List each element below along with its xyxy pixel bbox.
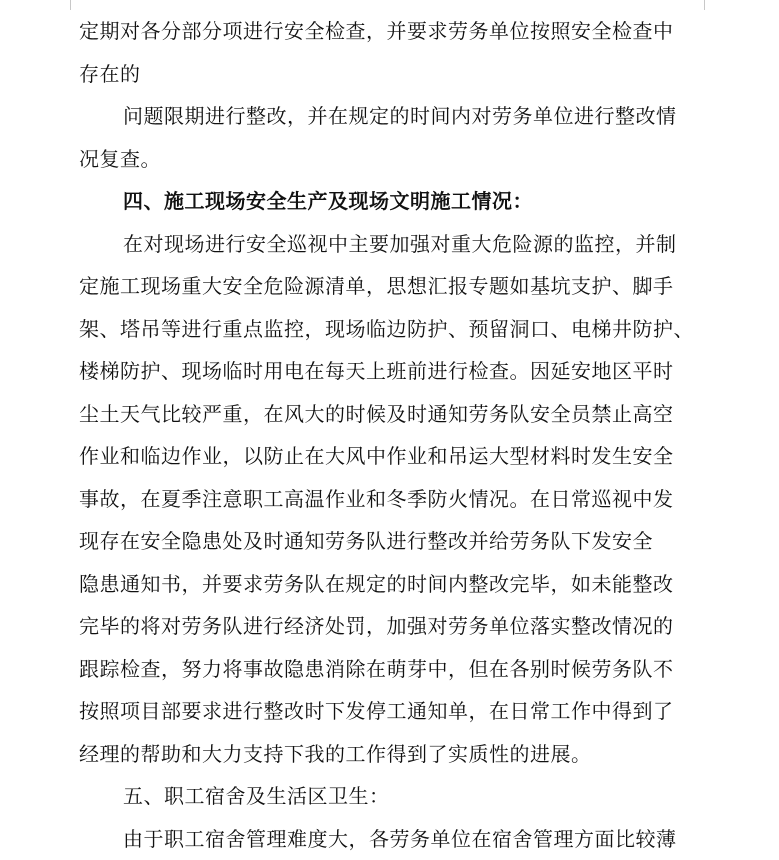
text-line: 隐患通知书，并要求劳务队在规定的时间内整改完毕，如未能整改: [79, 563, 694, 606]
text-line: 完毕的将对劳务队进行经济处罚，加强对劳务单位落实整改情况的: [79, 605, 694, 648]
section-heading: 四、施工现场安全生产及现场文明施工情况：: [79, 180, 694, 223]
text-line: 楼梯防护、现场临时用电在每天上班前进行检查。因延安地区平时: [79, 350, 694, 393]
text-line: 在对现场进行安全巡视中主要加强对重大危险源的监控，并制: [79, 223, 694, 266]
text-line: 由于职工宿舍管理难度大，各劳务单位在宿舍管理方面比较薄: [79, 818, 694, 860]
text-line: 事故，在夏季注意职工高温作业和冬季防火情况。在日常巡视中发: [79, 478, 694, 521]
text-line: 定期对各分部分项进行安全检查，并要求劳务单位按照安全检查中: [79, 10, 694, 53]
page-corner-mark-right: [704, 0, 717, 10]
document-page: [79, 10, 694, 860]
text-line: 跟踪检查，努力将事故隐患消除在萌芽中，但在各别时候劳务队不: [79, 648, 694, 691]
page-corner-mark-left: [58, 0, 71, 10]
text-line: 况复查。: [79, 138, 694, 181]
text-line: 经理的帮助和大力支持下我的工作得到了实质性的进展。: [79, 733, 694, 776]
text-line: 尘土天气比较严重，在风大的时候及时通知劳务队安全员禁止高空: [79, 393, 694, 436]
text-line: 作业和临边作业，以防止在大风中作业和吊运大型材料时发生安全: [79, 435, 694, 478]
text-line: 现存在安全隐患处及时通知劳务队进行整改并给劳务队下发安全: [79, 520, 694, 563]
text-line: 存在的: [79, 53, 694, 96]
text-line: 按照项目部要求进行整改时下发停工通知单，在日常工作中得到了: [79, 690, 694, 733]
text-line: 问题限期进行整改，并在规定的时间内对劳务单位进行整改情: [79, 95, 694, 138]
text-line: 定施工现场重大安全危险源清单，思想汇报专题如基坑支护、脚手: [79, 265, 694, 308]
text-line: 五、职工宿舍及生活区卫生：: [79, 775, 694, 818]
text-line: 架、塔吊等进行重点监控，现场临边防护、预留洞口、电梯井防护、: [79, 308, 694, 351]
